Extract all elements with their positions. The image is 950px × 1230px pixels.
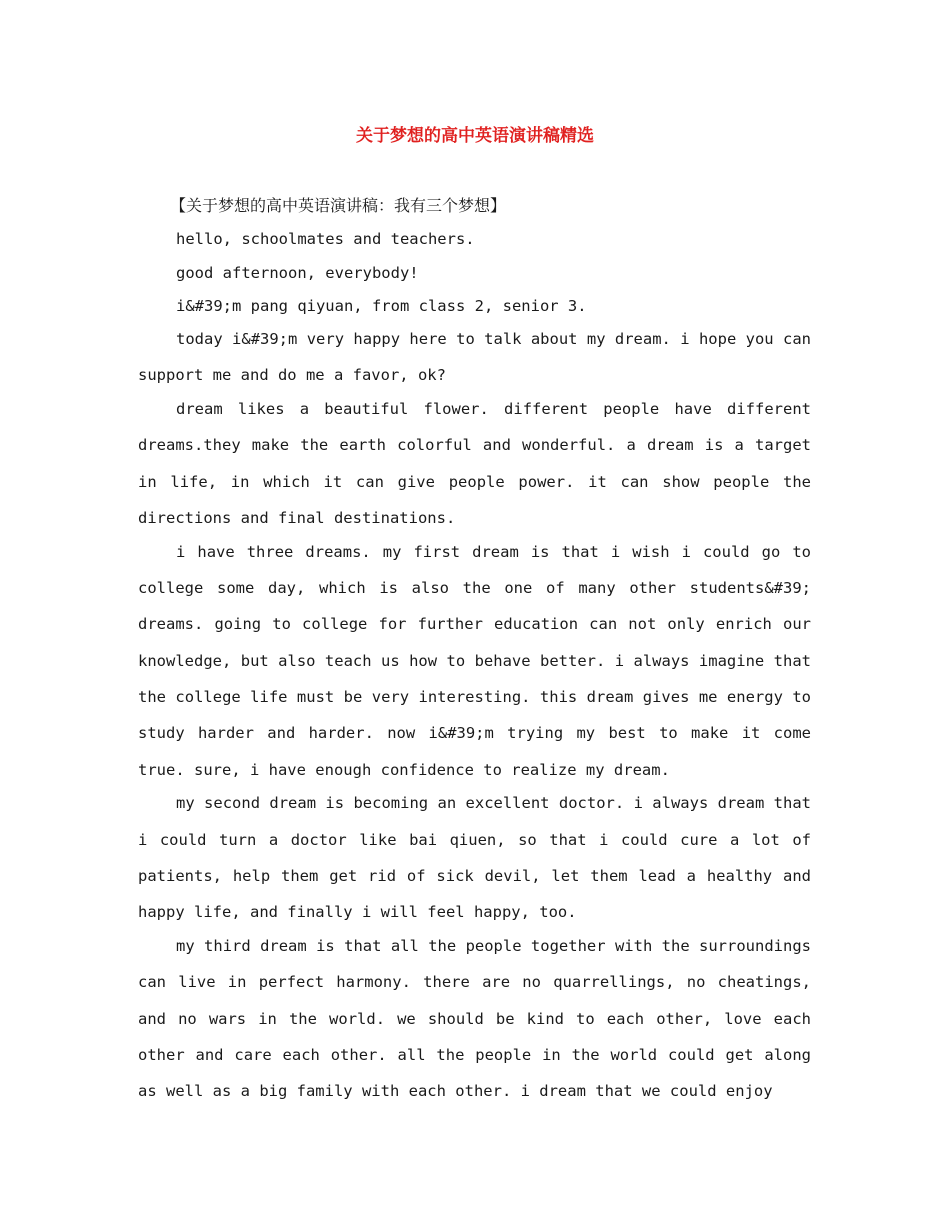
- document-body: [138, 192, 811, 1110]
- paragraph: my third dream is that all the people together with the surroundings can live in perfect harmony. there are no quarrellings, no cheatings, and no wars in the world. we should be kind to each other, love each other and care each other. all the people in the world could get along as well as a big family with each other. i dream that we could enjoy: [138, 937, 811, 1101]
- paragraph: i have three dreams. my first dream is that i wish i could go to college some day, which is also the one of many other students&#39; dreams. going to college for further education can not only enrich our knowledge, but also teach us how to behave better. i always imagine that the college life must be very interesting. this dream gives me energy to study harder and harder. now i&#39;m trying my best to make it come true. sure, i have enough confidence to realize my dream.: [138, 542, 811, 779]
- section-heading: 【关于梦想的高中英语演讲稿：我有三个梦想】: [170, 196, 507, 215]
- paragraph: dream likes a beautiful flower. different people have different dreams.they make the earth colorful and wonderful. a dream is a target in life, in which it can give people power. it can show people the directions and final destinations.: [138, 400, 811, 527]
- document-title: 关于梦想的高中英语演讲稿精选: [356, 126, 594, 146]
- paragraph: hello, schoolmates and teachers.: [176, 230, 475, 248]
- paragraph: my second dream is becoming an excellent doctor. i always dream that i could turn a doctor like bai qiuen, so that i could cure a lot of patients, help them get rid of sick devil, let them lead a healthy and happy life, and finally i will feel happy, too.: [138, 794, 811, 922]
- paragraph: today i&#39;m very happy here to talk about my dream. i hope you can support me and do me a favor, ok?: [138, 330, 811, 385]
- paragraph: i&#39;m pang qiyuan, from class 2, senior 3.: [176, 297, 587, 315]
- paragraph: good afternoon, everybody!: [176, 263, 419, 282]
